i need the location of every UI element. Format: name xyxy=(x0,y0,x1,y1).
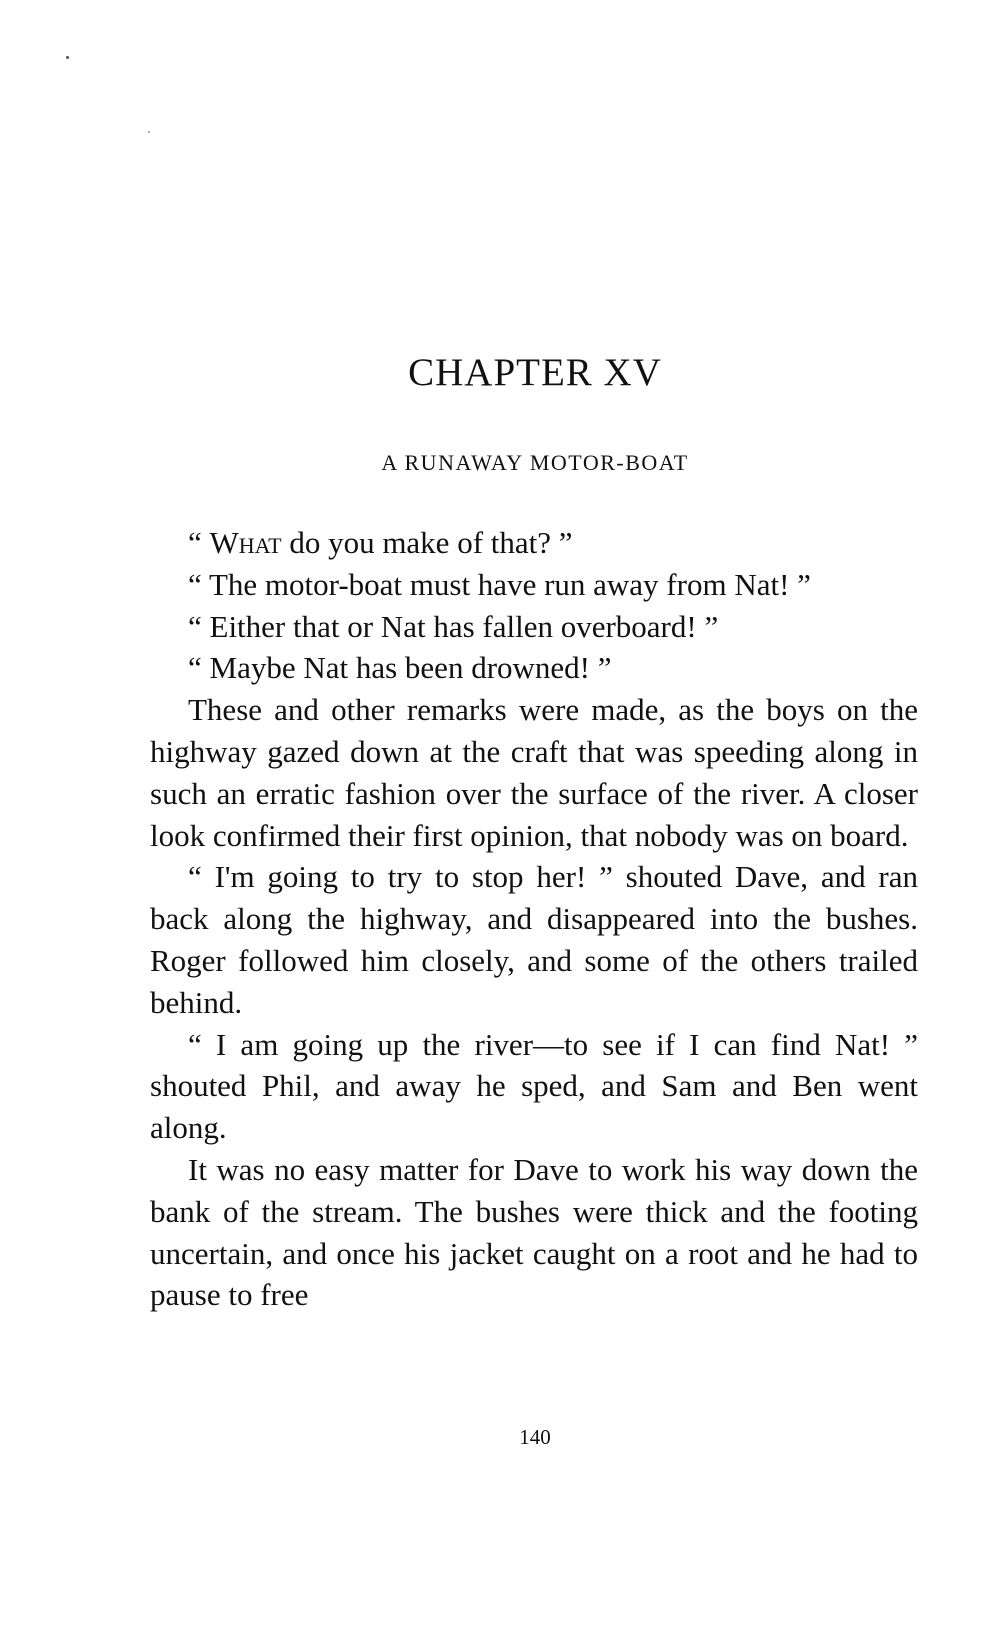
chapter-subtitle: A RUNAWAY MOTOR-BOAT xyxy=(381,450,689,475)
scan-speck xyxy=(66,56,69,59)
small-caps-first-word: What xyxy=(209,525,282,560)
scan-speck xyxy=(148,131,150,133)
paragraph-1-rest: do you make of that? ” xyxy=(281,525,573,560)
paragraph-3: “ Either that or Nat has fallen overboard! ” xyxy=(188,608,719,644)
paragraph-2: “ The motor-boat must have run away from Nat! ” xyxy=(188,566,811,602)
chapter-title: CHAPTER XV xyxy=(408,351,662,394)
page-number: 140 xyxy=(519,1425,551,1449)
paragraph-7: “ I am going up the river—to see if I can find Nat! ” shouted Phil, and away he sped, and Sam and Ben went along. xyxy=(150,1026,918,1146)
opening-quote: “ xyxy=(188,525,210,560)
paragraph-8: It was no easy matter for Dave to work his way down the bank of the stream. The bushes were thick and the footing uncertain, and once his jacket caught on a root and he had to pause to free xyxy=(150,1151,918,1313)
paragraph-1 xyxy=(150,522,918,564)
paragraph-5: These and other remarks were made, as the boys on the highway gazed down at the craft that was speeding along in such an erratic fashion over the surface of the river. A closer look confirmed their first opinion, that nobody was on board. xyxy=(150,692,918,853)
body-text xyxy=(150,522,918,1316)
paragraph-6: “ I'm going to try to stop her! ” shouted Dave, and ran back along the highway, and disappeared into the bushes. Roger followed him closely, and some of the others trailed behind. xyxy=(150,859,918,1020)
paragraph-4: “ Maybe Nat has been drowned! ” xyxy=(188,650,612,686)
